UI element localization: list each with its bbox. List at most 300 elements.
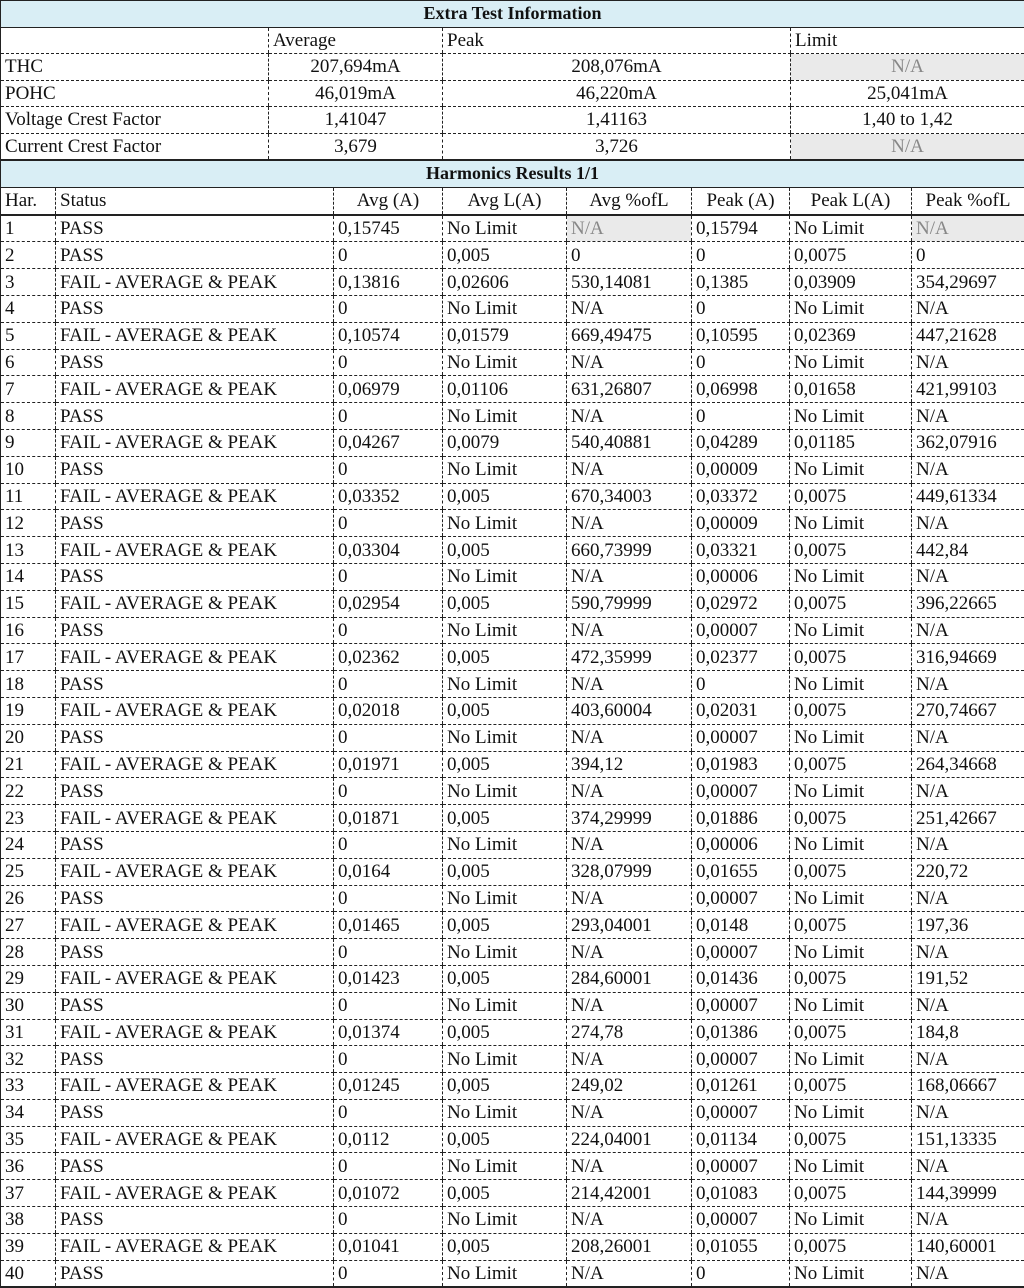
avg-limit-cell: No Limit [443,1099,567,1126]
peak-cell: 0,04289 [692,429,790,456]
peak-cell: 0,02031 [692,697,790,724]
peak-cell: 0,01655 [692,858,790,885]
avg-pct-cell: 274,78 [567,1019,692,1046]
peak-limit-cell: 0,0075 [790,697,912,724]
peak-pct-cell: N/A [912,1099,1024,1126]
peak-limit-cell: 0,0075 [790,858,912,885]
avg-cell: 0 [334,992,443,1019]
avg-pct-cell: N/A [567,1099,692,1126]
extra-row-pohc [1,80,1024,107]
table-row [1,537,1024,564]
har-cell: 35 [1,1126,56,1153]
avg-limit-cell: No Limit [443,1260,567,1287]
avg-cell: 0,13816 [334,269,443,296]
peak-cell: 0,00007 [692,992,790,1019]
peak-limit-cell: No Limit [790,617,912,644]
peak-pct-cell: N/A [912,563,1024,590]
avg-limit-cell: 0,005 [443,1073,567,1100]
peak-pct-cell: 0 [912,242,1024,269]
avg-limit-cell: No Limit [443,992,567,1019]
avg-cell: 0 [334,403,443,430]
peak-pct-cell: N/A [912,1153,1024,1180]
avg-pct-cell: N/A [567,1046,692,1073]
peak-limit-cell: 0,0075 [790,1019,912,1046]
avg-pct-cell: N/A [567,1207,692,1234]
status-cell: FAIL - AVERAGE & PEAK [56,1180,334,1207]
table-row [1,590,1024,617]
table-row [1,322,1024,349]
peak-pct-cell: N/A [912,885,1024,912]
status-cell: PASS [56,885,334,912]
table-row [1,885,1024,912]
peak-cell: 0,00007 [692,885,790,912]
avg-pct-cell: 669,49475 [567,322,692,349]
har-cell: 14 [1,563,56,590]
avg-cell: 0 [334,885,443,912]
avg-cell: 0 [334,1153,443,1180]
avg-pct-cell: 660,73999 [567,537,692,564]
har-cell: 36 [1,1153,56,1180]
avg-cell: 0 [334,1260,443,1287]
peak-pct-cell: 197,36 [912,912,1024,939]
avg-cell: 0 [334,349,443,376]
avg-limit-cell: 0,0079 [443,429,567,456]
avg-pct-cell: N/A [567,1153,692,1180]
har-cell: 33 [1,1073,56,1100]
table-row [1,269,1024,296]
extra-row-average: 3,679 [269,133,443,160]
har-cell: 25 [1,858,56,885]
avg-cell: 0 [334,1099,443,1126]
peak-pct-cell: N/A [912,456,1024,483]
peak-pct-cell: 264,34668 [912,751,1024,778]
peak-pct-cell: 396,22665 [912,590,1024,617]
peak-limit-cell: 0,01185 [790,429,912,456]
avg-pct-cell: 284,60001 [567,965,692,992]
har-cell: 3 [1,269,56,296]
avg-limit-cell: 0,005 [443,1233,567,1260]
header-status: Status [56,187,334,214]
avg-cell: 0,0112 [334,1126,443,1153]
status-cell: PASS [56,510,334,537]
har-cell: 8 [1,403,56,430]
extra-row-label: Voltage Crest Factor [1,107,269,134]
avg-limit-cell: 0,005 [443,1126,567,1153]
avg-cell: 0,01374 [334,1019,443,1046]
peak-pct-cell: N/A [912,349,1024,376]
har-cell: 11 [1,483,56,510]
status-cell: FAIL - AVERAGE & PEAK [56,1019,334,1046]
table-row [1,242,1024,269]
peak-pct-cell: 168,06667 [912,1073,1024,1100]
avg-cell: 0 [334,295,443,322]
peak-pct-cell: N/A [912,1260,1024,1287]
har-cell: 26 [1,885,56,912]
har-cell: 13 [1,537,56,564]
avg-limit-cell: 0,005 [443,805,567,832]
status-cell: FAIL - AVERAGE & PEAK [56,1126,334,1153]
peak-cell: 0 [692,403,790,430]
status-cell: PASS [56,939,334,966]
extra-test-information-table [0,0,1024,160]
peak-pct-cell: 251,42667 [912,805,1024,832]
table-row [1,912,1024,939]
avg-pct-cell: 540,40881 [567,429,692,456]
har-cell: 5 [1,322,56,349]
avg-limit-cell: 0,005 [443,644,567,671]
peak-pct-cell: 151,13335 [912,1126,1024,1153]
peak-limit-cell: No Limit [790,510,912,537]
peak-limit-cell: No Limit [790,215,912,242]
peak-cell: 0,03372 [692,483,790,510]
avg-pct-cell: 472,35999 [567,644,692,671]
peak-limit-cell: 0,0075 [790,751,912,778]
extra-row-peak: 46,220mA [443,80,791,107]
status-cell: PASS [56,1260,334,1287]
avg-cell: 0 [334,778,443,805]
peak-cell: 0,02972 [692,590,790,617]
avg-pct-cell: 0 [567,242,692,269]
extra-row-limit: N/A [791,133,1024,160]
peak-pct-cell: 447,21628 [912,322,1024,349]
extra-row-average: 1,41047 [269,107,443,134]
peak-limit-cell: 0,03909 [790,269,912,296]
table-row [1,751,1024,778]
avg-limit-cell: 0,005 [443,590,567,617]
avg-pct-cell: 293,04001 [567,912,692,939]
header-peak-limit: Peak L(A) [790,187,912,214]
peak-limit-cell: No Limit [790,778,912,805]
peak-limit-cell: No Limit [790,671,912,698]
table-row [1,403,1024,430]
peak-limit-cell: 0,02369 [790,322,912,349]
extra-header-limit: Limit [791,27,1024,54]
status-cell: PASS [56,778,334,805]
peak-cell: 0,10595 [692,322,790,349]
peak-cell: 0,01886 [692,805,790,832]
avg-limit-cell: No Limit [443,349,567,376]
har-cell: 18 [1,671,56,698]
har-cell: 28 [1,939,56,966]
peak-limit-cell: 0,0075 [790,965,912,992]
table-row [1,858,1024,885]
avg-cell: 0 [334,1046,443,1073]
avg-limit-cell: No Limit [443,617,567,644]
table-row [1,456,1024,483]
har-cell: 21 [1,751,56,778]
peak-cell: 0,01083 [692,1180,790,1207]
harmonics-table-body [1,215,1024,1288]
avg-pct-cell: N/A [567,215,692,242]
harmonics-results-table [0,160,1024,1288]
table-row [1,831,1024,858]
peak-limit-cell: No Limit [790,1207,912,1234]
avg-limit-cell: 0,005 [443,751,567,778]
avg-cell: 0 [334,563,443,590]
peak-limit-cell: 0,0075 [790,1073,912,1100]
avg-limit-cell: No Limit [443,563,567,590]
avg-pct-cell: N/A [567,295,692,322]
peak-cell: 0,00007 [692,617,790,644]
status-cell: FAIL - AVERAGE & PEAK [56,376,334,403]
peak-limit-cell: No Limit [790,295,912,322]
peak-pct-cell: N/A [912,403,1024,430]
avg-cell: 0,02954 [334,590,443,617]
avg-pct-cell: N/A [567,671,692,698]
avg-cell: 0,10574 [334,322,443,349]
extra-test-information-title: Extra Test Information [1,1,1024,28]
status-cell: PASS [56,617,334,644]
table-row [1,429,1024,456]
header-peak: Peak (A) [692,187,790,214]
avg-cell: 0,0164 [334,858,443,885]
extra-header-row [1,27,1024,54]
status-cell: FAIL - AVERAGE & PEAK [56,537,334,564]
table-row [1,965,1024,992]
table-row [1,939,1024,966]
peak-limit-cell: No Limit [790,403,912,430]
status-cell: PASS [56,1099,334,1126]
peak-limit-cell: 0,0075 [790,1126,912,1153]
peak-cell: 0,00006 [692,831,790,858]
table-row [1,349,1024,376]
avg-limit-cell: 0,005 [443,1019,567,1046]
har-cell: 6 [1,349,56,376]
avg-limit-cell: No Limit [443,671,567,698]
extra-row-peak: 208,076mA [443,54,791,81]
har-cell: 34 [1,1099,56,1126]
status-cell: FAIL - AVERAGE & PEAK [56,483,334,510]
peak-pct-cell: 316,94669 [912,644,1024,671]
avg-limit-cell: No Limit [443,939,567,966]
peak-cell: 0,00007 [692,778,790,805]
status-cell: PASS [56,724,334,751]
peak-pct-cell: N/A [912,617,1024,644]
peak-pct-cell: 220,72 [912,858,1024,885]
avg-cell: 0 [334,456,443,483]
avg-limit-cell: 0,01579 [443,322,567,349]
avg-pct-cell: 394,12 [567,751,692,778]
har-cell: 16 [1,617,56,644]
avg-cell: 0,01072 [334,1180,443,1207]
har-cell: 19 [1,697,56,724]
avg-pct-cell: 403,60004 [567,697,692,724]
peak-limit-cell: No Limit [790,831,912,858]
avg-limit-cell: No Limit [443,215,567,242]
avg-pct-cell: N/A [567,617,692,644]
har-cell: 27 [1,912,56,939]
status-cell: PASS [56,1207,334,1234]
peak-cell: 0,06998 [692,376,790,403]
peak-pct-cell: N/A [912,778,1024,805]
extra-row-current-crest-factor [1,133,1024,160]
avg-limit-cell: 0,005 [443,858,567,885]
avg-limit-cell: No Limit [443,1207,567,1234]
avg-cell: 0 [334,939,443,966]
har-cell: 40 [1,1260,56,1287]
peak-limit-cell: No Limit [790,456,912,483]
peak-limit-cell: 0,0075 [790,590,912,617]
table-row [1,1180,1024,1207]
avg-cell: 0,01971 [334,751,443,778]
har-cell: 23 [1,805,56,832]
peak-cell: 0,00007 [692,1099,790,1126]
peak-pct-cell: 144,39999 [912,1180,1024,1207]
har-cell: 7 [1,376,56,403]
peak-limit-cell: No Limit [790,939,912,966]
avg-cell: 0,03352 [334,483,443,510]
extra-row-label: POHC [1,80,269,107]
avg-limit-cell: No Limit [443,778,567,805]
extra-row-peak: 3,726 [443,133,791,160]
status-cell: FAIL - AVERAGE & PEAK [56,322,334,349]
har-cell: 30 [1,992,56,1019]
table-row [1,483,1024,510]
status-cell: FAIL - AVERAGE & PEAK [56,429,334,456]
avg-cell: 0,02362 [334,644,443,671]
avg-pct-cell: N/A [567,724,692,751]
table-row [1,1260,1024,1287]
avg-limit-cell: 0,005 [443,697,567,724]
table-row [1,1046,1024,1073]
avg-limit-cell: No Limit [443,831,567,858]
peak-cell: 0,00007 [692,1046,790,1073]
status-cell: PASS [56,1153,334,1180]
peak-limit-cell: No Limit [790,724,912,751]
avg-pct-cell: N/A [567,885,692,912]
har-cell: 31 [1,1019,56,1046]
avg-limit-cell: 0,005 [443,537,567,564]
peak-limit-cell: No Limit [790,1099,912,1126]
peak-limit-cell: 0,0075 [790,1233,912,1260]
status-cell: PASS [56,242,334,269]
avg-limit-cell: 0,005 [443,912,567,939]
status-cell: PASS [56,563,334,590]
peak-cell: 0,00007 [692,1207,790,1234]
peak-pct-cell: N/A [912,724,1024,751]
extra-row-limit: N/A [791,54,1024,81]
peak-pct-cell: N/A [912,831,1024,858]
header-avg-pct: Avg %ofL [567,187,692,214]
table-row [1,644,1024,671]
peak-limit-cell: No Limit [790,885,912,912]
peak-limit-cell: No Limit [790,349,912,376]
avg-pct-cell: 214,42001 [567,1180,692,1207]
avg-cell: 0,15745 [334,215,443,242]
avg-cell: 0,04267 [334,429,443,456]
table-row [1,1099,1024,1126]
harmonics-results-title: Harmonics Results 1/1 [1,161,1024,188]
avg-limit-cell: No Limit [443,1153,567,1180]
peak-limit-cell: No Limit [790,1260,912,1287]
har-cell: 20 [1,724,56,751]
status-cell: FAIL - AVERAGE & PEAK [56,1233,334,1260]
har-cell: 17 [1,644,56,671]
peak-cell: 0,00007 [692,724,790,751]
har-cell: 9 [1,429,56,456]
status-cell: FAIL - AVERAGE & PEAK [56,590,334,617]
har-cell: 15 [1,590,56,617]
peak-limit-cell: No Limit [790,992,912,1019]
status-cell: FAIL - AVERAGE & PEAK [56,1073,334,1100]
peak-pct-cell: 140,60001 [912,1233,1024,1260]
peak-cell: 0,01055 [692,1233,790,1260]
avg-limit-cell: No Limit [443,1046,567,1073]
peak-cell: 0,0148 [692,912,790,939]
peak-pct-cell: 442,84 [912,537,1024,564]
peak-cell: 0,00009 [692,456,790,483]
avg-limit-cell: No Limit [443,456,567,483]
avg-pct-cell: 670,34003 [567,483,692,510]
table-row [1,697,1024,724]
status-cell: FAIL - AVERAGE & PEAK [56,751,334,778]
avg-pct-cell: 631,26807 [567,376,692,403]
avg-cell: 0,01423 [334,965,443,992]
avg-limit-cell: No Limit [443,295,567,322]
table-row [1,1126,1024,1153]
har-cell: 38 [1,1207,56,1234]
har-cell: 22 [1,778,56,805]
peak-cell: 0,00007 [692,939,790,966]
har-cell: 2 [1,242,56,269]
peak-pct-cell: N/A [912,1207,1024,1234]
status-cell: PASS [56,456,334,483]
peak-limit-cell: 0,0075 [790,644,912,671]
avg-pct-cell: N/A [567,1260,692,1287]
avg-cell: 0 [334,724,443,751]
peak-pct-cell: N/A [912,939,1024,966]
table-row [1,778,1024,805]
extra-row-thc [1,54,1024,81]
avg-cell: 0,03304 [334,537,443,564]
avg-cell: 0,01245 [334,1073,443,1100]
status-cell: PASS [56,671,334,698]
peak-pct-cell: N/A [912,992,1024,1019]
extra-row-label: THC [1,54,269,81]
peak-cell: 0,00009 [692,510,790,537]
extra-header-peak: Peak [443,27,791,54]
peak-cell: 0,15794 [692,215,790,242]
avg-pct-cell: N/A [567,563,692,590]
peak-pct-cell: 184,8 [912,1019,1024,1046]
peak-limit-cell: 0,0075 [790,912,912,939]
status-cell: FAIL - AVERAGE & PEAK [56,644,334,671]
table-row [1,215,1024,242]
peak-cell: 0,01261 [692,1073,790,1100]
table-row [1,376,1024,403]
table-row [1,563,1024,590]
table-row [1,671,1024,698]
extra-row-limit: 25,041mA [791,80,1024,107]
peak-limit-cell: No Limit [790,1046,912,1073]
table-row [1,1073,1024,1100]
peak-limit-cell: 0,0075 [790,537,912,564]
status-cell: PASS [56,992,334,1019]
avg-pct-cell: 208,26001 [567,1233,692,1260]
peak-cell: 0,01134 [692,1126,790,1153]
status-cell: PASS [56,349,334,376]
peak-limit-cell: No Limit [790,1153,912,1180]
peak-pct-cell: 191,52 [912,965,1024,992]
table-row [1,295,1024,322]
avg-pct-cell: 328,07999 [567,858,692,885]
avg-limit-cell: 0,02606 [443,269,567,296]
avg-pct-cell: N/A [567,403,692,430]
peak-cell: 0 [692,295,790,322]
peak-pct-cell: N/A [912,295,1024,322]
header-avg: Avg (A) [334,187,443,214]
avg-pct-cell: 374,29999 [567,805,692,832]
